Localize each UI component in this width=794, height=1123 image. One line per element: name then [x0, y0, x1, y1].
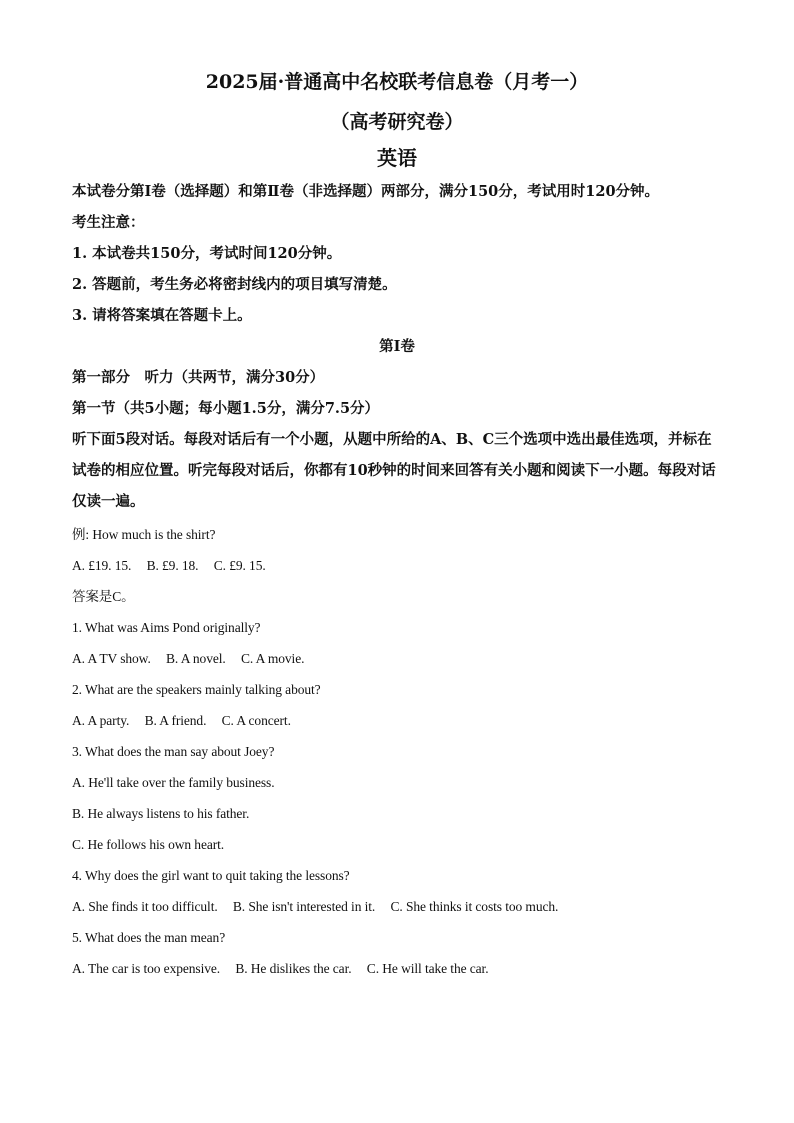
q1-option-c: C. A movie. — [240, 651, 305, 666]
q2-option-c: C. A concert. — [221, 713, 291, 728]
question-1: 1. What was Aims Pond originally? — [72, 620, 261, 635]
example-answer: 答案是C。 — [72, 589, 135, 604]
listening-instructions: 听下面5段对话。每段对话后有一个小题，从题中所给的A、B、C三个选项中选出最佳选项，并标在试卷的相应位置。听完每段对话后，你都有10秒钟的时间来回答有关小题和阅读下一小题。每段对话仅读一遍。 — [72, 431, 716, 510]
q3-option-a: A. He'll take over the family business. — [72, 775, 275, 790]
question-5: 5. What does the man mean? — [72, 930, 226, 945]
q1-option-b: B. A novel. — [166, 651, 226, 666]
q5-option-c: C. He will take the car. — [366, 961, 489, 976]
q1-option-a: A. A TV show. — [72, 651, 151, 666]
question-2: 2. What are the speakers mainly talking about? — [72, 682, 321, 697]
exam-title: 2025届·普通高中名校联考信息卷（月考一） — [205, 71, 589, 93]
question-1-options — [72, 643, 722, 674]
example-option-b: B. £9. 18. — [146, 558, 199, 573]
q2-option-b: B. A friend. — [144, 713, 207, 728]
q3-option-b: B. He always listens to his father. — [72, 806, 250, 821]
example-option-c: C. £9. 15. — [213, 558, 266, 573]
q4-option-b: B. She isn't interested in it. — [232, 899, 376, 914]
intro-paragraph: 本试卷分第Ⅰ卷（选择题）和第Ⅱ卷（非选择题）两部分，满分150分，考试用时120分钟。 — [72, 183, 660, 200]
question-4-options — [72, 891, 722, 922]
notice-2: 2. 答题前，考生务必将密封线内的项目填写清楚。 — [72, 276, 397, 293]
notice-3: 3. 请将答案填在答题卡上。 — [72, 307, 252, 324]
q2-option-a: A. A party. — [72, 713, 130, 728]
exam-subtitle: （高考研究卷） — [330, 111, 464, 133]
example-question: 例: How much is the shirt? — [72, 527, 216, 542]
question-4: 4. Why does the girl want to quit taking the lessons? — [72, 868, 350, 883]
notice-heading: 考生注意： — [72, 214, 145, 231]
subject-title: 英语 — [377, 146, 417, 170]
q4-option-c: C. She thinks it costs too much. — [390, 899, 559, 914]
q5-option-b: B. He dislikes the car. — [235, 961, 352, 976]
part1-heading: 第一部分 听力（共两节，满分30分） — [72, 369, 325, 386]
q5-option-a: A. The car is too expensive. — [72, 961, 221, 976]
q4-option-a: A. She finds it too difficult. — [72, 899, 218, 914]
example-option-a: A. £19. 15. — [72, 558, 132, 573]
example-options — [72, 550, 722, 581]
question-5-options — [72, 953, 722, 984]
question-3: 3. What does the man say about Joey? — [72, 744, 275, 759]
q3-option-c: C. He follows his own heart. — [72, 837, 225, 852]
notice-1: 1. 本试卷共150分，考试时间120分钟。 — [72, 245, 342, 262]
volume-heading: 第Ⅰ卷 — [379, 338, 415, 355]
section1-heading: 第一节（共5小题；每小题1.5分，满分7.5分） — [72, 400, 380, 417]
question-2-options — [72, 705, 722, 736]
